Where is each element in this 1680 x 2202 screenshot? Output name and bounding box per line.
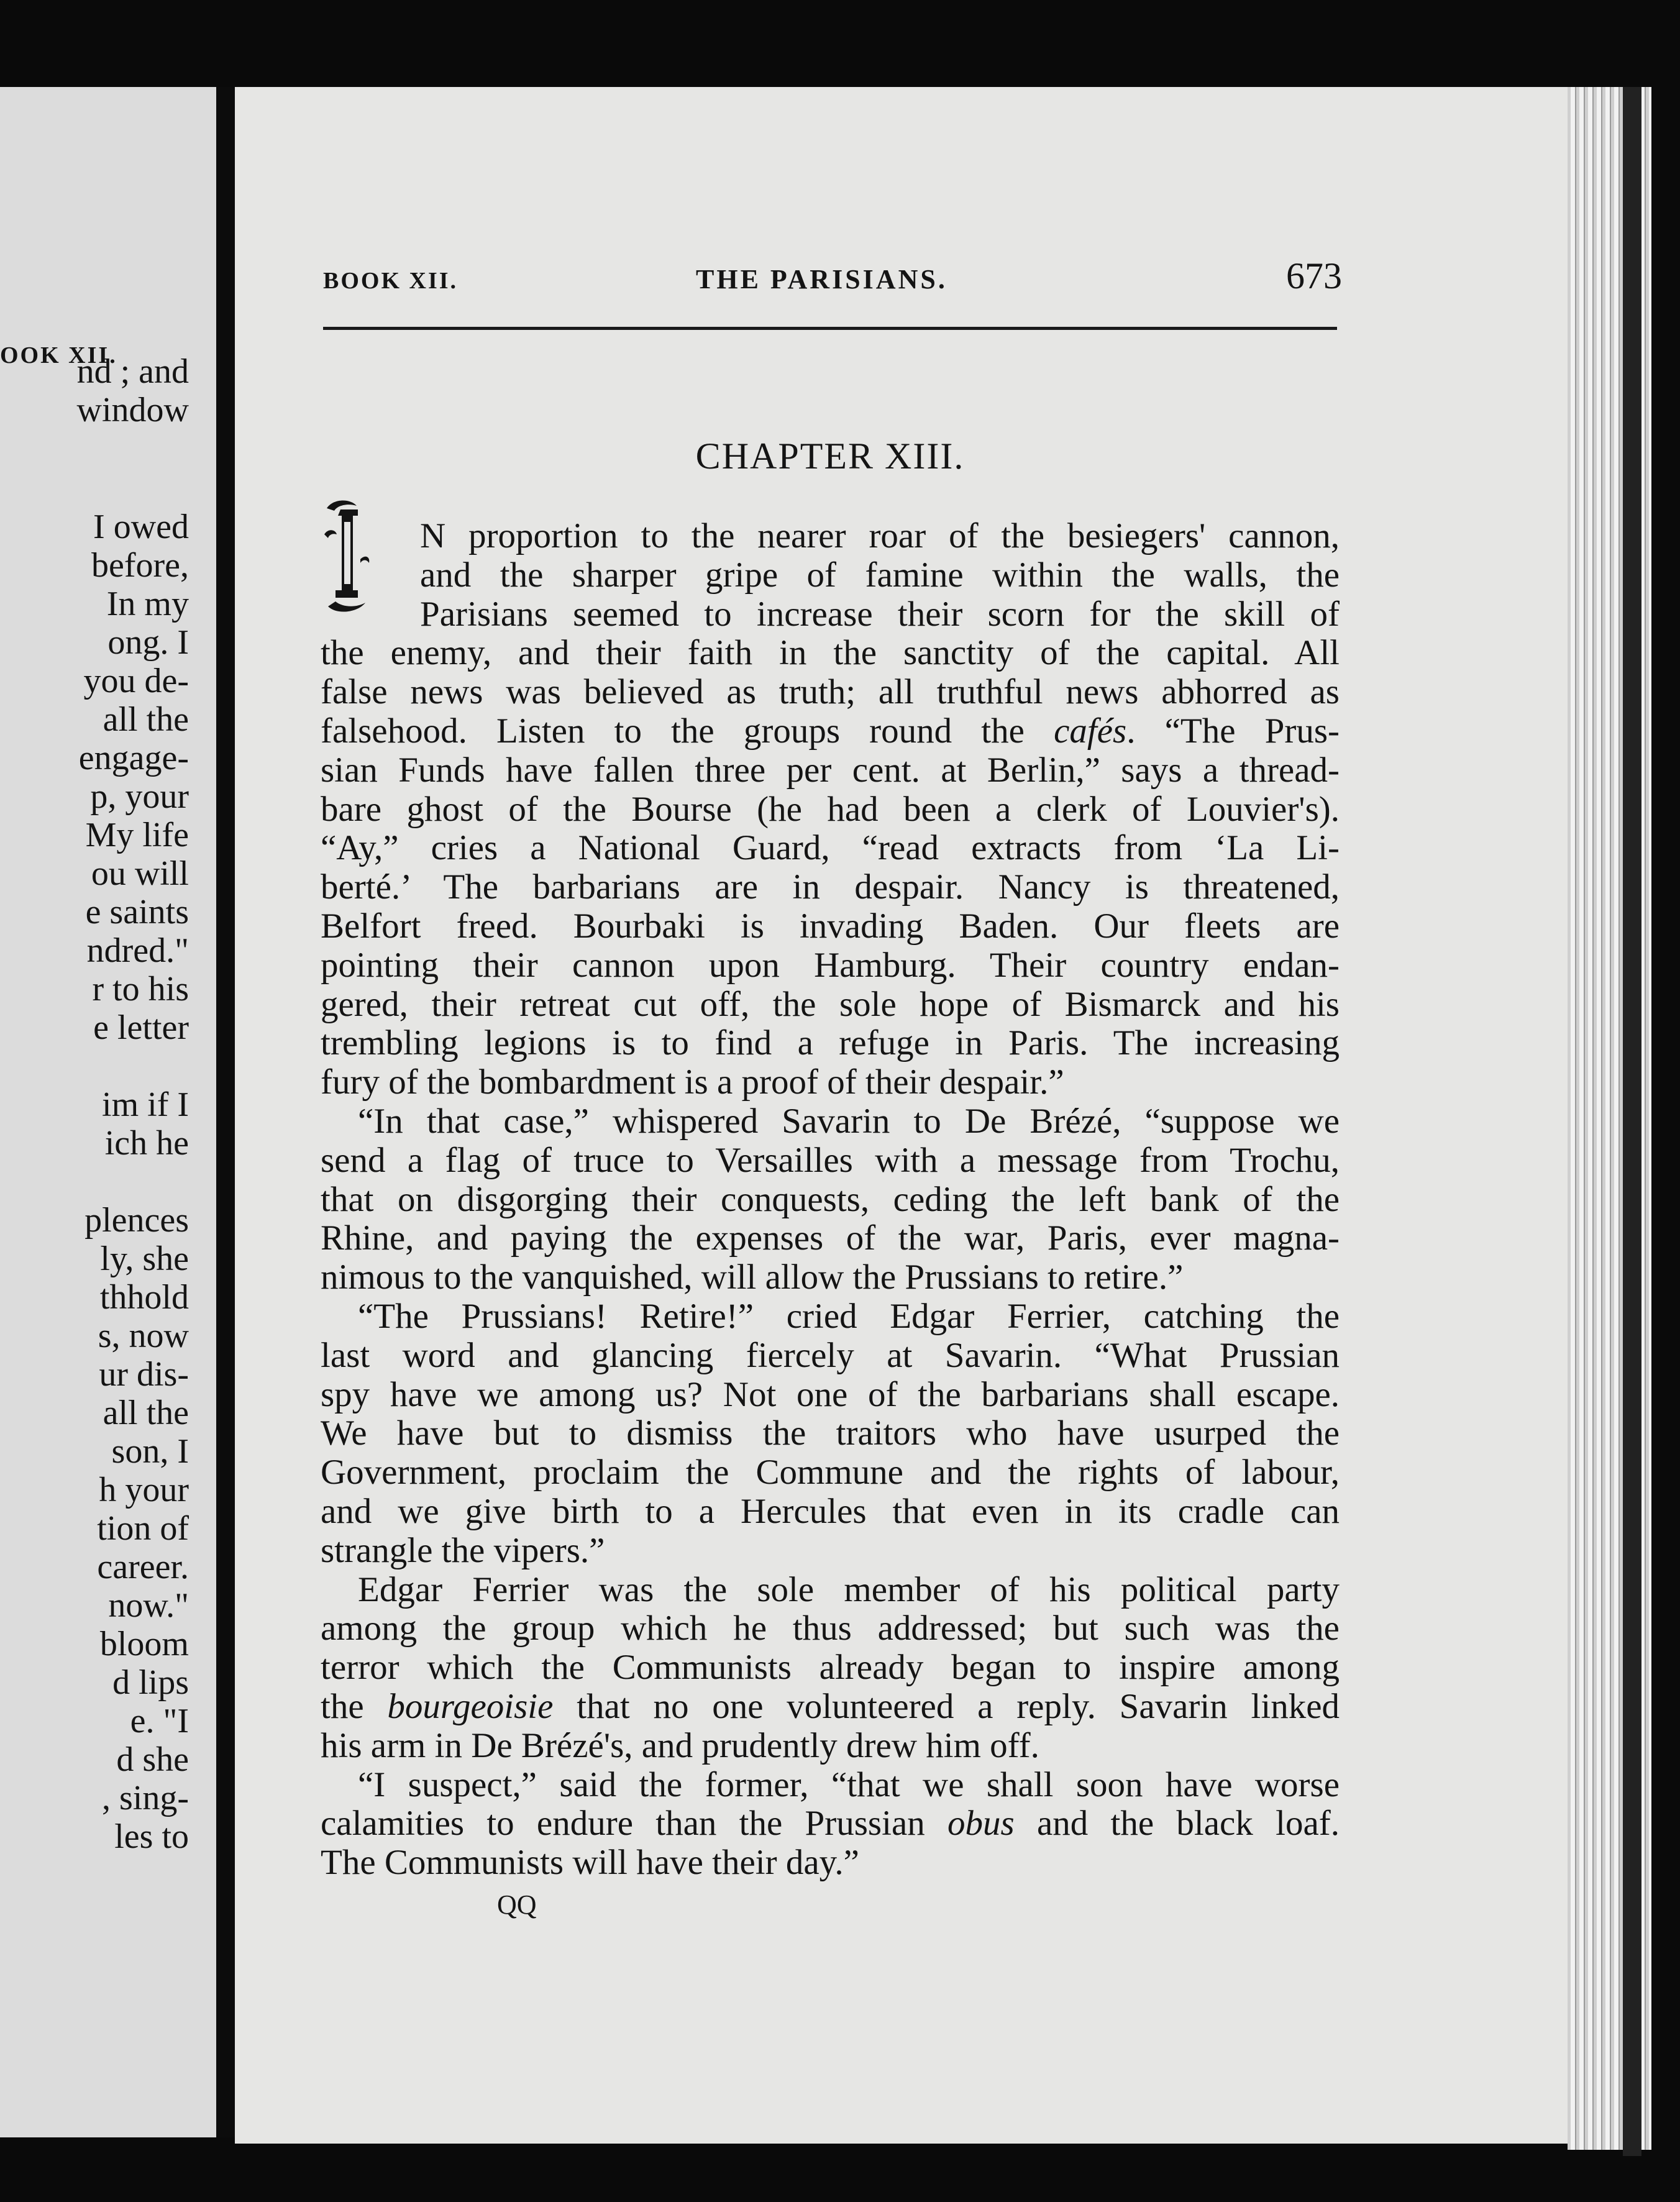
- body-line: The Communists will have their day.”: [321, 1843, 859, 1883]
- body-line: send a flag of truce to Versailles with a message from Trochu,: [321, 1140, 1340, 1180]
- gutter: [216, 87, 235, 2137]
- left-page-line: ich he: [104, 1124, 189, 1163]
- body-line: and the sharper gripe of famine within the walls, the: [420, 555, 1340, 595]
- page-number: 673: [1286, 255, 1342, 296]
- left-page-line: In my: [106, 585, 189, 623]
- left-page-line: all the: [103, 1394, 189, 1432]
- running-head-book: BOOK XII.: [323, 268, 459, 294]
- body-line: nimous to the vanquished, will allow the Prussians to retire.”: [321, 1258, 1184, 1297]
- chapter-title: CHAPTER XIII.: [695, 436, 965, 477]
- body-line: Belfort freed. Bourbaki is invading Baden. Our fleets are: [321, 906, 1340, 946]
- left-page-line: ou will: [91, 854, 189, 893]
- body-line: calamities to endure than the Prussian obus and the black loaf.: [321, 1804, 1340, 1843]
- left-page-line: r to his: [92, 970, 189, 1008]
- left-page-line: I owed: [93, 508, 189, 546]
- left-page-line: window: [76, 391, 189, 429]
- body-line: spy have we among us? Not one of the barbarians shall escape.: [321, 1374, 1340, 1414]
- left-page-line: e saints: [85, 893, 189, 931]
- left-page-line: before,: [91, 546, 189, 585]
- left-page-line: s, now: [98, 1317, 189, 1355]
- body-line: his arm in De Brézé's, and prudently drew him off.: [321, 1725, 1039, 1765]
- left-page-line: My life: [85, 816, 189, 854]
- left-page-line: ur dis-: [99, 1355, 189, 1394]
- left-page-line: e. "I: [130, 1702, 189, 1740]
- chapter-body: [321, 517, 1340, 1883]
- left-page: [0, 87, 216, 2137]
- left-page-line: thhold: [99, 1278, 189, 1317]
- body-line: “The Prussians! Retire!” cried Edgar Ferrier, catching the: [358, 1296, 1340, 1336]
- body-line: “In that case,” whispered Savarin to De Brézé, “suppose we: [358, 1101, 1340, 1141]
- body-line: falsehood. Listen to the groups round the cafés. “The Prus-: [321, 711, 1340, 751]
- left-page-line: im if I: [102, 1085, 189, 1124]
- body-line: fury of the bombardment is a proof of their despair.”: [321, 1062, 1064, 1102]
- left-page-line: career.: [97, 1548, 189, 1586]
- left-page-line: son, I: [111, 1432, 189, 1471]
- body-line: last word and glancing fiercely at Savarin. “What Prussian: [321, 1335, 1340, 1375]
- left-page-line: h your: [99, 1471, 189, 1509]
- header-rule: [323, 327, 1337, 330]
- body-line: among the group which he thus addressed; but such was the: [321, 1609, 1340, 1648]
- body-line: We have but to dismiss the traitors who have usurped the: [321, 1414, 1340, 1453]
- left-page-line: nd ; and: [76, 352, 189, 391]
- left-page-line: now.": [108, 1586, 189, 1625]
- left-page-line: ly, she: [100, 1240, 189, 1278]
- left-page-line: , sing-: [102, 1779, 189, 1817]
- left-page-line: les to: [114, 1817, 189, 1856]
- body-line: pointing their cannon upon Hamburg. Their country endan-: [321, 945, 1340, 985]
- running-header: [323, 255, 1342, 298]
- left-page-line: engage-: [78, 739, 189, 777]
- left-page-line: bloom: [99, 1625, 189, 1663]
- body-line: Edgar Ferrier was the sole member of his political party: [358, 1569, 1340, 1609]
- left-page-line: d she: [116, 1740, 189, 1779]
- body-line: and we give birth to a Hercules that even in its cradle can: [321, 1491, 1340, 1531]
- edge-shadow: [1623, 87, 1641, 2156]
- left-page-line: e letter: [93, 1008, 189, 1047]
- body-line: sian Funds have fallen three per cent. at Berlin,” says a thread-: [321, 750, 1340, 790]
- left-page-line: ong. I: [107, 623, 189, 662]
- body-line: “I suspect,” said the former, “that we shall soon have worse: [358, 1765, 1340, 1804]
- body-line: strangle the vipers.”: [321, 1530, 605, 1570]
- body-line: false news was believed as truth; all truthful news abhorred as: [321, 672, 1340, 712]
- body-line: gered, their retreat cut off, the sole hope of Bismarck and his: [321, 984, 1340, 1024]
- left-page-line: ndred.": [86, 931, 189, 970]
- body-line: Government, proclaim the Commune and the rights of labour,: [321, 1453, 1340, 1492]
- left-page-line: p, your: [90, 777, 189, 816]
- body-line: bare ghost of the Bourse (he had been a clerk of Louvier's).: [321, 789, 1340, 829]
- left-page-line: tion of: [97, 1509, 189, 1548]
- body-line: that on disgorging their conquests, ceding the left bank of the: [321, 1179, 1340, 1219]
- running-head-title: THE PARISIANS.: [696, 264, 947, 295]
- body-line: “Ay,” cries a National Guard, “read extracts from ‘La Li-: [321, 828, 1340, 868]
- body-line: Rhine, and paying the expenses of the war, Paris, ever magna-: [321, 1218, 1340, 1258]
- body-line: the enemy, and their faith in the sanctity of the capital. All: [321, 633, 1340, 673]
- body-line: trembling legions is to find a refuge in Paris. The increasing: [321, 1023, 1340, 1063]
- body-line: terror which the Communists already began to inspire among: [321, 1648, 1340, 1688]
- left-running-head: OOK XII.: [0, 342, 117, 368]
- body-line: N proportion to the nearer roar of the besiegers' cannon,: [420, 516, 1340, 555]
- body-line: the bourgeoisie that no one volunteered a reply. Savarin linked: [321, 1686, 1340, 1726]
- left-page-line: all the: [103, 700, 189, 739]
- left-page-line: plences: [84, 1201, 189, 1240]
- left-page-line: d lips: [112, 1663, 189, 1702]
- left-page-line: you de-: [83, 662, 189, 700]
- body-line: Parisians seemed to increase their scorn for the skill of: [420, 594, 1340, 634]
- signature-mark: QQ: [497, 1889, 537, 1920]
- body-line: berté.’ The barbarians are in despair. Nancy is threatened,: [321, 867, 1340, 907]
